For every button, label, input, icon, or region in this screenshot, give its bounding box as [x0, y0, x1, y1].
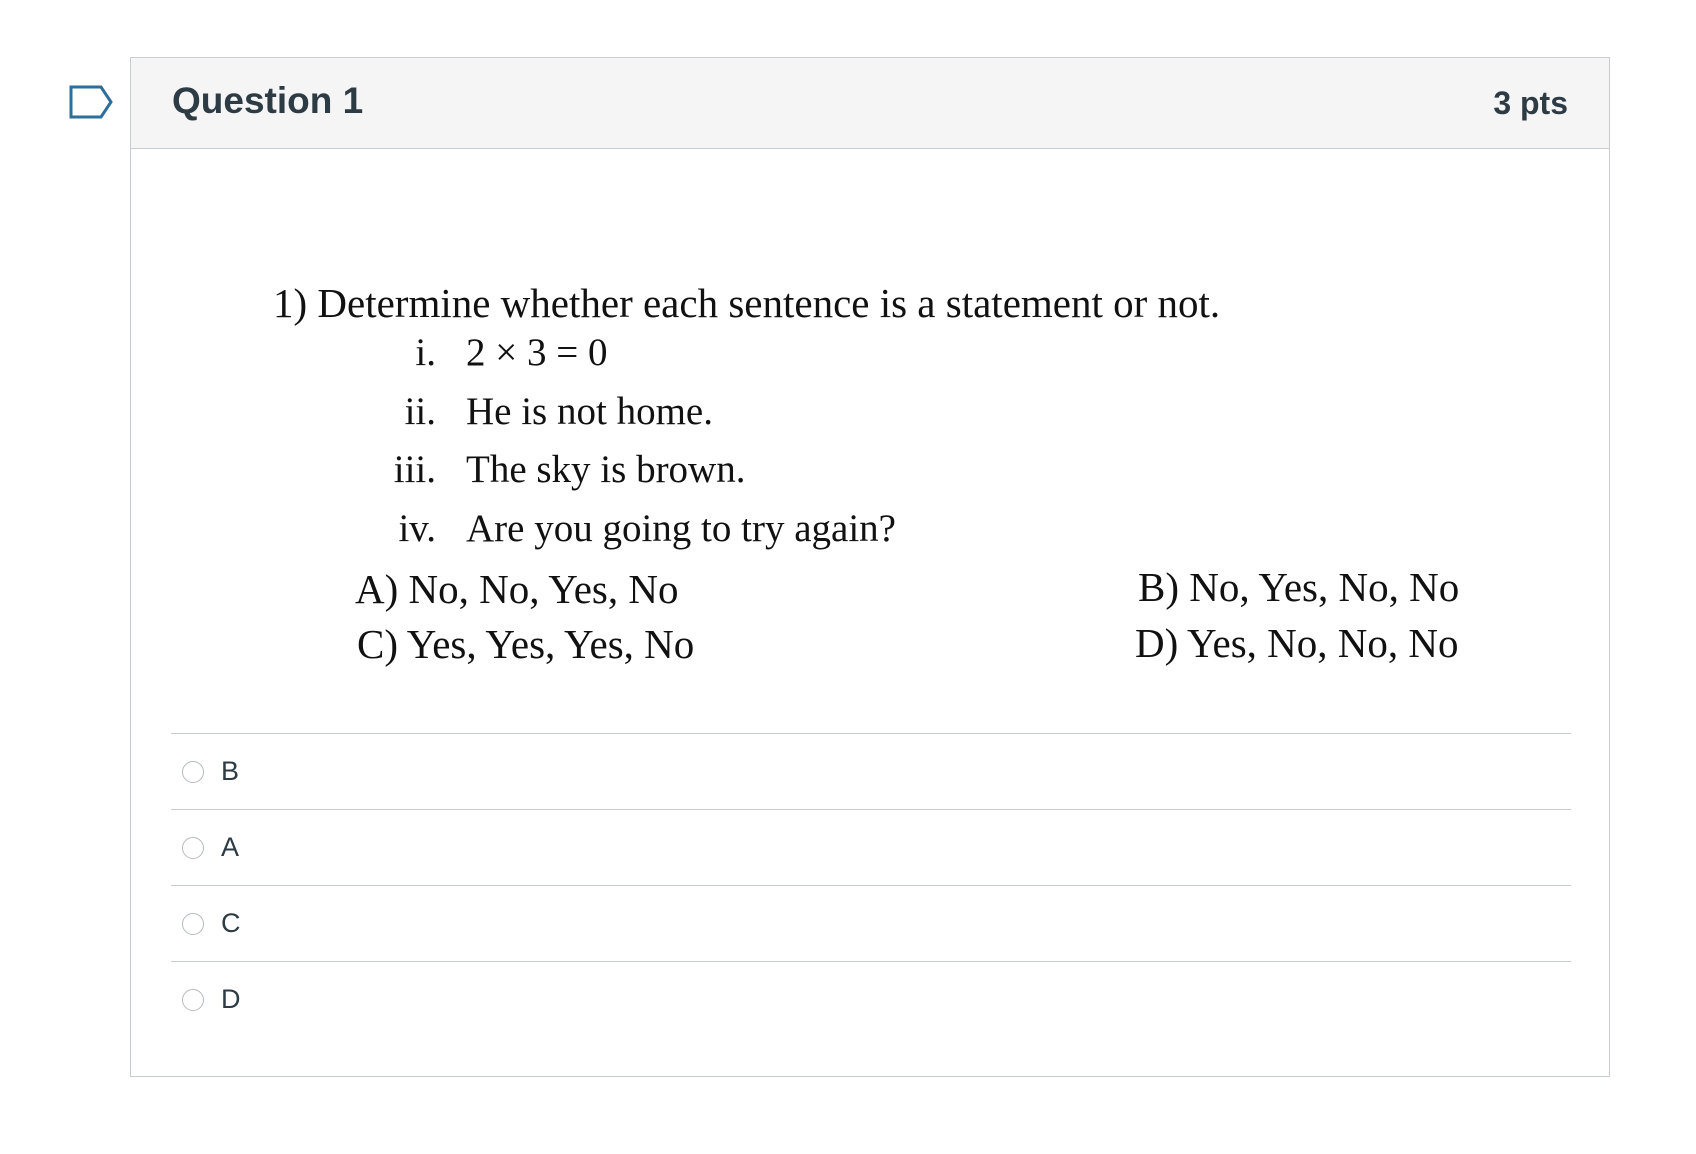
answer-option-c[interactable] [171, 885, 1571, 961]
choice-d: D) Yes, No, No, No [1135, 620, 1459, 666]
sentence-number: ii. [404, 390, 436, 433]
sentence-text: 2 × 3 = 0 [466, 331, 608, 374]
choice-a: A) No, No, Yes, No [355, 566, 679, 612]
answer-option-a[interactable] [171, 809, 1571, 885]
sentence-ii [404, 389, 713, 434]
question-title: Question 1 [172, 80, 364, 121]
sentence-text: The sky is brown. [466, 448, 746, 491]
question-problem-image [131, 149, 1609, 789]
sentence-iii [393, 447, 746, 492]
answer-label: A [221, 832, 240, 862]
sentence-i [415, 330, 608, 375]
sentence-number: iii. [393, 448, 436, 491]
answer-option-b[interactable] [171, 733, 1571, 809]
answer-option-d[interactable] [171, 961, 1571, 1037]
question-card [130, 57, 1610, 1077]
choice-c: C) Yes, Yes, Yes, No [357, 621, 695, 667]
radio-button[interactable] [182, 913, 204, 935]
choice-b: B) No, Yes, No, No [1138, 564, 1460, 610]
question-header [131, 58, 1609, 149]
problem-prompt: 1) Determine whether each sentence is a statement or not. [273, 280, 1221, 326]
answer-label: B [221, 756, 240, 786]
question-points: 3 pts [1493, 85, 1568, 121]
sentence-text: Are you going to try again? [466, 507, 896, 550]
answer-label: C [221, 908, 241, 938]
radio-button[interactable] [182, 837, 204, 859]
radio-button[interactable] [182, 989, 204, 1011]
sentence-iv [398, 506, 896, 551]
flag-question-icon[interactable] [69, 85, 113, 119]
answer-options [171, 733, 1571, 1037]
sentence-number: iv. [398, 507, 436, 550]
radio-button[interactable] [182, 761, 204, 783]
sentence-text: He is not home. [466, 390, 713, 433]
answer-label: D [221, 984, 241, 1014]
sentence-number: i. [415, 331, 436, 374]
